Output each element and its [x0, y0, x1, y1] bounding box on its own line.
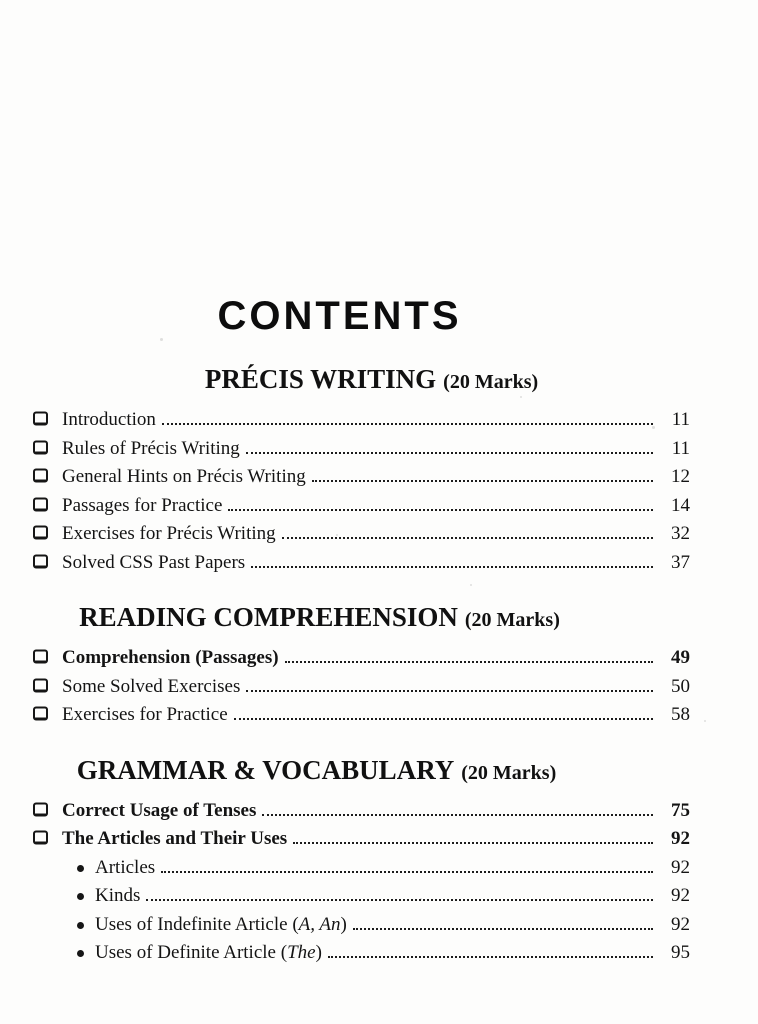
dot-leader: [251, 563, 653, 568]
bullet-icon: [77, 893, 84, 900]
entry-marker: [33, 857, 95, 879]
checkbox-icon: [33, 497, 48, 511]
entry-label-prefix: The Articles and Their Uses: [62, 828, 288, 849]
entry-label-prefix: Correct Usage of Tenses: [62, 799, 257, 821]
section-items: [33, 409, 690, 580]
dot-leader: [234, 715, 653, 720]
page-number: 12: [671, 466, 690, 487]
dot-leader: [162, 420, 653, 425]
entry-label: [62, 552, 245, 574]
entry-label-prefix: Solved CSS Past Papers: [62, 551, 246, 573]
page-number: 50: [671, 675, 690, 697]
entry-label-prefix: Exercises for Précis Writing: [62, 523, 276, 544]
entry-label-prefix: Articles: [95, 856, 156, 878]
toc-entry: [33, 523, 690, 552]
entry-label-prefix: Uses of Indefinite Article (: [95, 913, 299, 935]
page-number: 11: [671, 409, 690, 430]
entry-label-italic: The: [287, 942, 316, 963]
scan-speck: [336, 534, 338, 536]
toc: [33, 362, 690, 971]
dot-leader: [161, 868, 653, 873]
page-number: 92: [671, 913, 690, 935]
toc-entry: [33, 676, 690, 705]
toc-entry: [33, 495, 690, 524]
checkbox-icon: [33, 802, 48, 816]
entry-marker: [33, 409, 62, 431]
page-number: 11: [671, 437, 690, 459]
checkbox-icon: [33, 678, 48, 692]
entry-label-prefix: Uses of Definite Article (: [95, 942, 288, 963]
dot-leader: [353, 925, 653, 930]
section-heading-text: PRÉCIS WRITING: [204, 364, 437, 394]
entry-label-prefix: Kinds: [95, 885, 141, 906]
checkbox-icon: [33, 440, 48, 454]
page-number: 14: [671, 494, 690, 516]
toc-entry: [33, 704, 690, 733]
toc-content: [0, 296, 758, 971]
entry-marker: [33, 885, 95, 907]
entry-marker: [33, 523, 62, 545]
page-number: 37: [671, 551, 690, 573]
checkbox-icon: [33, 554, 48, 568]
entry-label-suffix: ): [340, 913, 347, 935]
dot-leader: [246, 687, 653, 692]
entry-label: [95, 942, 322, 964]
scanned-contents-page: [0, 296, 758, 1024]
dot-leader: [246, 449, 653, 454]
entry-marker: [33, 552, 62, 574]
entry-label: [62, 409, 156, 431]
section-heading-text: READING COMPREHENSION: [79, 602, 458, 632]
entry-label-prefix: Passages for Practice: [62, 494, 223, 516]
bullet-icon: [77, 922, 84, 929]
entry-label: [62, 523, 276, 545]
entry-marker: [33, 942, 95, 964]
entry-label-prefix: Exercises for Practice: [62, 704, 228, 725]
scan-speck: [214, 448, 216, 450]
checkbox-icon: [33, 707, 48, 721]
section-heading-text: GRAMMAR & VOCABULARY: [76, 754, 455, 785]
page-number: 32: [671, 523, 690, 544]
scan-speck: [470, 584, 472, 586]
entry-label: [62, 704, 228, 726]
toc-entry: [33, 914, 690, 943]
entry-label: [62, 800, 256, 822]
section-heading: [0, 753, 645, 790]
page-title: CONTENTS: [217, 294, 462, 338]
page-number: 95: [671, 942, 690, 963]
entry-label-suffix: ): [315, 942, 322, 963]
entry-marker: [33, 647, 62, 669]
toc-entry: [33, 942, 690, 971]
scan-speck: [704, 720, 706, 722]
section-marks: (20 Marks): [443, 371, 539, 393]
page-number: 58: [671, 704, 690, 725]
entry-marker: [33, 914, 95, 936]
entry-marker: [33, 704, 62, 726]
scan-speck: [160, 338, 163, 341]
checkbox-icon: [33, 831, 48, 845]
section-marks: (20 Marks): [461, 761, 557, 784]
entry-label-prefix: Rules of Précis Writing: [62, 437, 240, 459]
dot-leader: [328, 953, 653, 958]
entry-label-prefix: Introduction: [62, 409, 156, 430]
checkbox-icon: [33, 469, 48, 483]
entry-label: [62, 495, 222, 517]
entry-label: [62, 466, 306, 488]
toc-section: [33, 362, 690, 580]
section-marks: (20 Marks): [464, 609, 560, 631]
entry-label: [95, 857, 155, 879]
entry-marker: [33, 800, 62, 822]
toc-entry: [33, 828, 690, 857]
page-number: 92: [671, 885, 690, 906]
checkbox-icon: [33, 650, 48, 664]
entry-label-prefix: General Hints on Précis Writing: [62, 466, 306, 487]
entry-label: [95, 885, 140, 907]
checkbox-icon: [33, 412, 48, 426]
checkbox-icon: [33, 526, 48, 540]
page-number: 92: [671, 856, 690, 878]
toc-entry: [33, 800, 690, 829]
entry-label: [62, 828, 287, 850]
toc-entry: [33, 438, 690, 467]
page-number: 49: [671, 647, 690, 668]
entry-marker: [33, 495, 62, 517]
toc-entry: [33, 409, 690, 438]
page-number: 75: [671, 799, 690, 821]
entry-label: [62, 676, 240, 698]
toc-section: [33, 600, 690, 733]
toc-entry: [33, 647, 690, 676]
entry-marker: [33, 466, 62, 488]
entry-marker: [33, 828, 62, 850]
toc-entry: [33, 857, 690, 886]
entry-label-prefix: Some Solved Exercises: [62, 675, 241, 697]
entry-marker: [33, 676, 62, 698]
entry-label: [62, 647, 279, 669]
dot-leader: [228, 506, 653, 511]
entry-label-italic: A, An: [298, 913, 341, 935]
section-heading: [0, 600, 648, 637]
dot-leader: [312, 477, 653, 482]
entry-marker: [33, 438, 62, 460]
page-number: 92: [671, 828, 690, 849]
bullet-icon: [77, 865, 84, 872]
toc-entry: [33, 552, 690, 581]
toc-entry: [33, 885, 690, 914]
toc-section: [33, 753, 690, 971]
section-items: [33, 800, 690, 971]
section-heading: [43, 362, 700, 399]
dot-leader: [293, 839, 653, 844]
dot-leader: [285, 658, 653, 663]
scan-speck: [652, 426, 655, 429]
entry-label-prefix: Comprehension (Passages): [62, 647, 279, 668]
toc-entry: [33, 466, 690, 495]
bullet-icon: [77, 950, 84, 957]
dot-leader: [262, 811, 653, 816]
dot-leader: [146, 896, 653, 901]
scan-speck: [420, 898, 422, 900]
section-items: [33, 647, 690, 733]
entry-label: [95, 914, 347, 936]
